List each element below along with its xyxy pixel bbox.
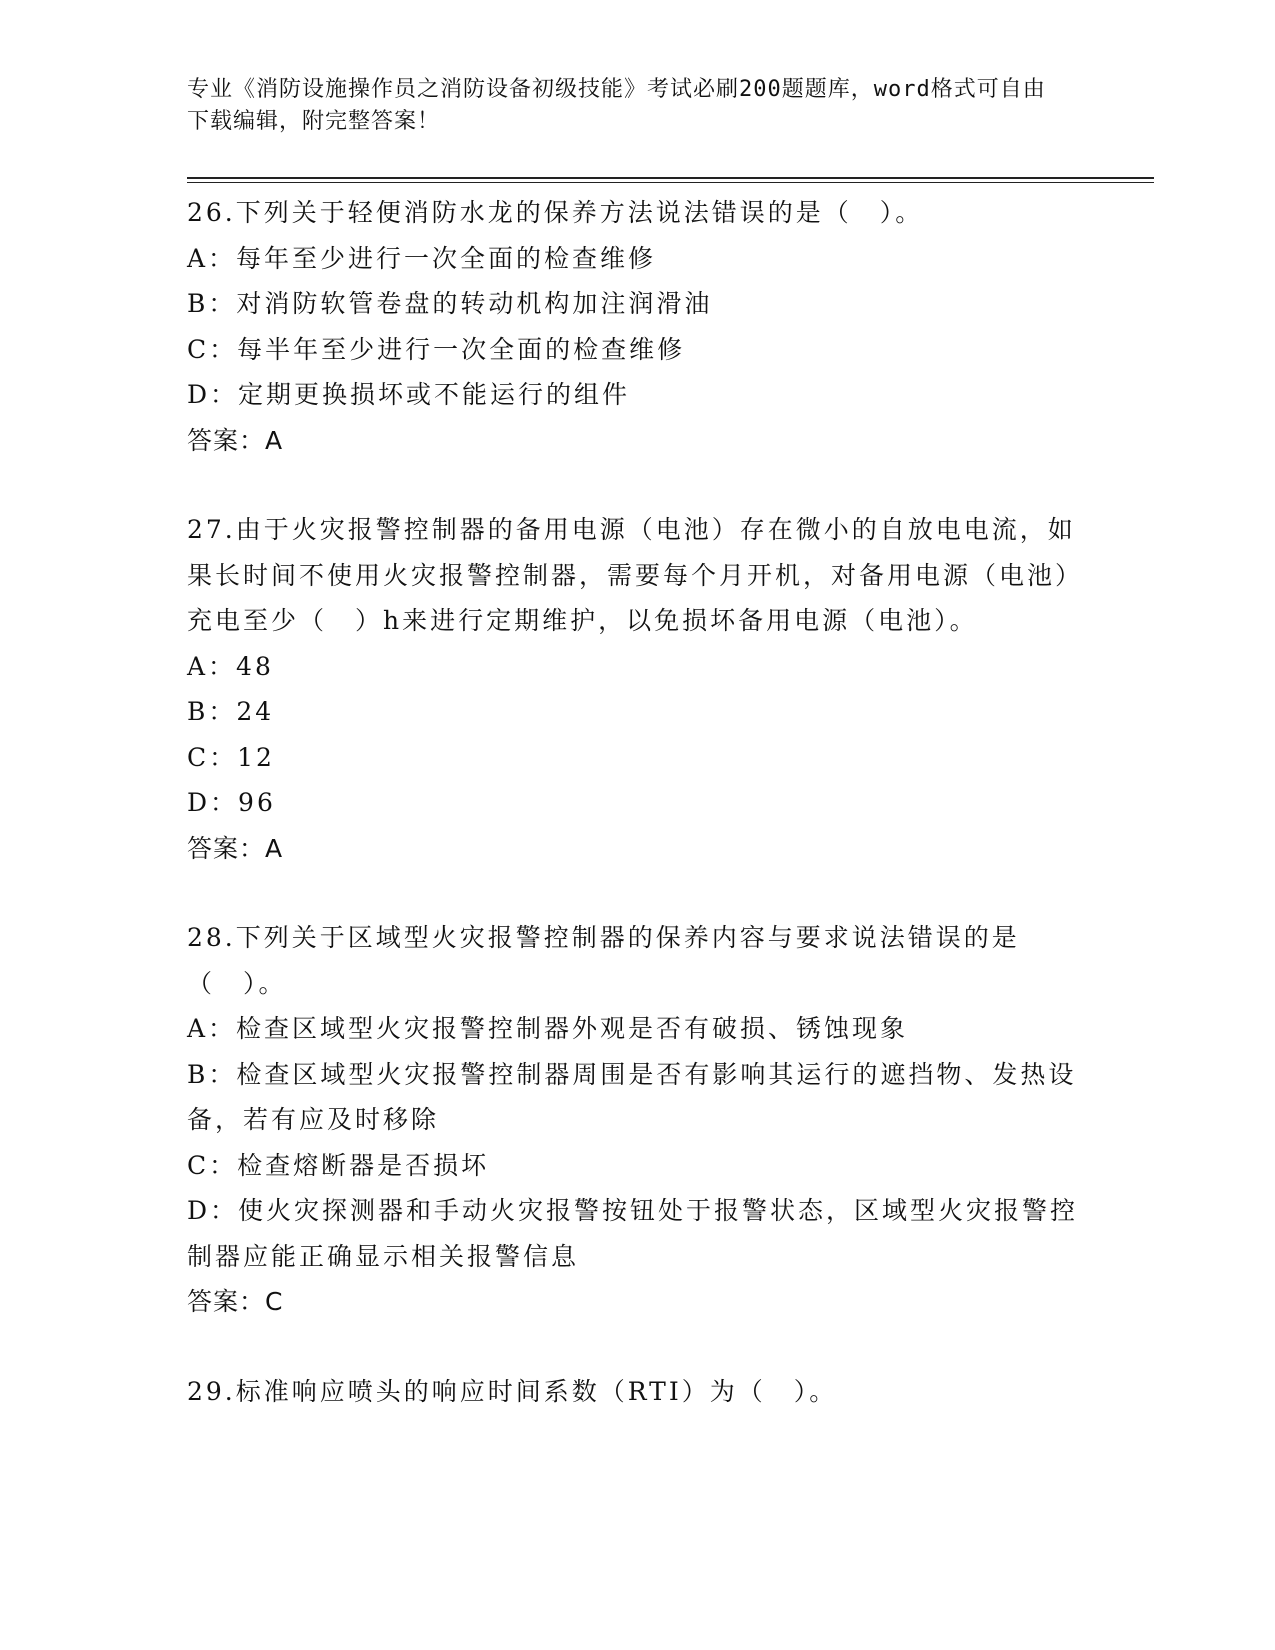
question-29 bbox=[187, 1369, 1087, 1415]
question-27 bbox=[187, 507, 1087, 871]
answer-label: 答案：A bbox=[187, 425, 284, 455]
question-list bbox=[187, 190, 1087, 1414]
option-c: C：检查熔断器是否损坏 bbox=[187, 1150, 490, 1180]
question-stem: 28.下列关于区域型火灾报警控制器的保养内容与要求说法错误的是（ ）。 bbox=[187, 923, 1020, 998]
option-a: A：48 bbox=[187, 651, 274, 681]
option-b: B：24 bbox=[187, 697, 275, 726]
question-26 bbox=[187, 190, 1087, 463]
option-a: A：每年至少进行一次全面的检查维修 bbox=[187, 243, 657, 273]
question-stem: 27.由于火灾报警控制器的备用电源（电池）存在微小的自放电电流，如果长时间不使用火灾报警控制器，需要每个月开机，对备用电源（电池）充电至少（ ）h来进行定期维护，以免损坏备用电源（电池）。 bbox=[187, 515, 1084, 635]
option-b: B：检查区域型火灾报警控制器周围是否有影响其运行的遮挡物、发热设备，若有应及时移除 bbox=[187, 1059, 1077, 1134]
option-c: C：每半年至少进行一次全面的检查维修 bbox=[187, 334, 686, 364]
option-b: B：对消防软管卷盘的转动机构加注润滑油 bbox=[187, 289, 713, 318]
question-stem: 26.下列关于轻便消防水龙的保养方法说法错误的是（ ）。 bbox=[187, 198, 924, 227]
option-c: C：12 bbox=[187, 742, 275, 772]
answer-label: 答案：C bbox=[187, 1287, 284, 1316]
option-d: D：使火灾探测器和手动火灾报警按钮处于报警状态，区域型火灾报警控制器应能正确显示相关报警信息 bbox=[187, 1196, 1079, 1271]
answer-label: 答案：A bbox=[187, 833, 284, 863]
question-28 bbox=[187, 915, 1087, 1325]
option-a: A：检查区域型火灾报警控制器外观是否有破损、锈蚀现象 bbox=[187, 1014, 909, 1043]
header-divider-thin bbox=[187, 182, 1154, 183]
option-d: D：定期更换损坏或不能运行的组件 bbox=[187, 380, 631, 409]
option-d: D：96 bbox=[187, 788, 276, 817]
header-divider bbox=[187, 177, 1154, 179]
document-header: 专业《消防设施操作员之消防设备初级技能》考试必刷200题题库，word格式可自由下载编辑，附完整答案！ bbox=[187, 77, 1046, 134]
question-stem: 29.标准响应喷头的响应时间系数（RTI）为（ ）。 bbox=[187, 1376, 838, 1406]
